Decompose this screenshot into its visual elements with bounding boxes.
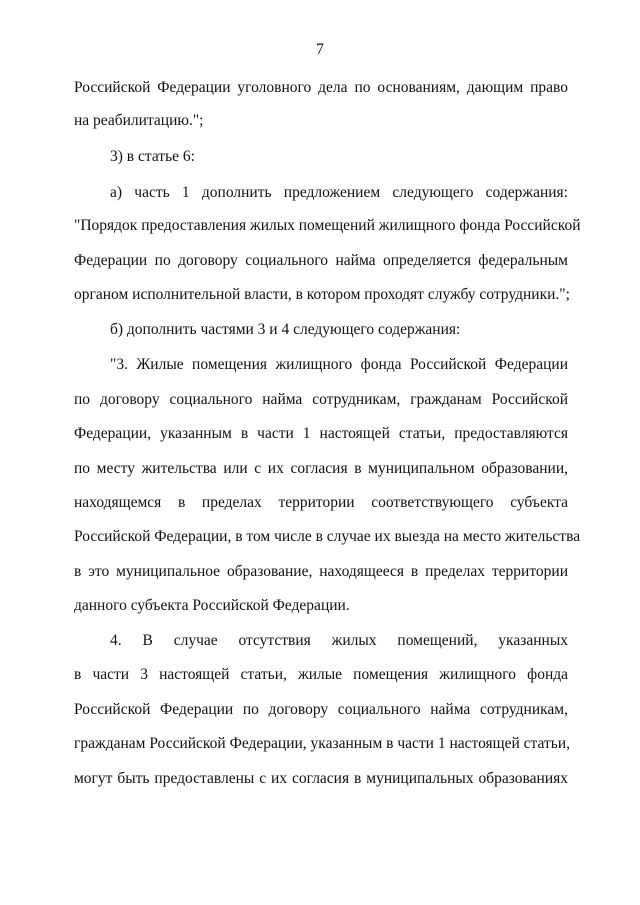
text-line: Федерации, указанным в части 1 настоящей статьи, предоставляются (74, 425, 568, 442)
text-line: в это муниципальное образование, находящееся в пределах территории (74, 563, 568, 580)
text-line: "3. Жилые помещения жилищного фонда Российской Федерации (110, 356, 568, 373)
text-line: по месту жительства или с их согласия в муниципальном образовании, (74, 460, 568, 477)
text-line: на реабилитацию."; (74, 112, 204, 129)
text-line: "Порядок предоставления жилых помещений жилищного фонда Российской (74, 217, 581, 234)
text-line: находящемся в пределах территории соответствующего субъекта (74, 494, 568, 511)
text-line: 3) в статье 6: (110, 148, 195, 165)
text-line: Российской Федерации, в том числе в случае их выезда на место жительства (74, 528, 581, 545)
text-line: Федерации по договору социального найма определяется федеральным (74, 252, 568, 269)
text-line: могут быть предоставлены с их согласия в муниципальных образованиях (74, 770, 568, 787)
text-line: Российской Федерации уголовного дела по основаниям, дающим право (74, 79, 568, 96)
text-line: гражданам Российской Федерации, указанным в части 1 настоящей статьи, (74, 735, 570, 752)
text-line: в части 3 настоящей статьи, жилые помещения жилищного фонда (74, 666, 568, 683)
text-line: данного субъекта Российской Федерации. (74, 597, 350, 614)
page-number: 7 (316, 41, 324, 58)
text-line: органом исполнительной власти, в котором проходят службу сотрудники."; (74, 286, 570, 303)
text-line: Российской Федерации по договору социального найма сотрудникам, (74, 701, 568, 718)
text-line: по договору социального найма сотрудникам, гражданам Российской (74, 391, 568, 408)
text-line: 4. В случае отсутствия жилых помещений, указанных (110, 632, 568, 649)
text-line: б) дополнить частями 3 и 4 следующего содержания: (110, 321, 461, 338)
text-line: а) часть 1 дополнить предложением следующего содержания: (110, 184, 568, 201)
